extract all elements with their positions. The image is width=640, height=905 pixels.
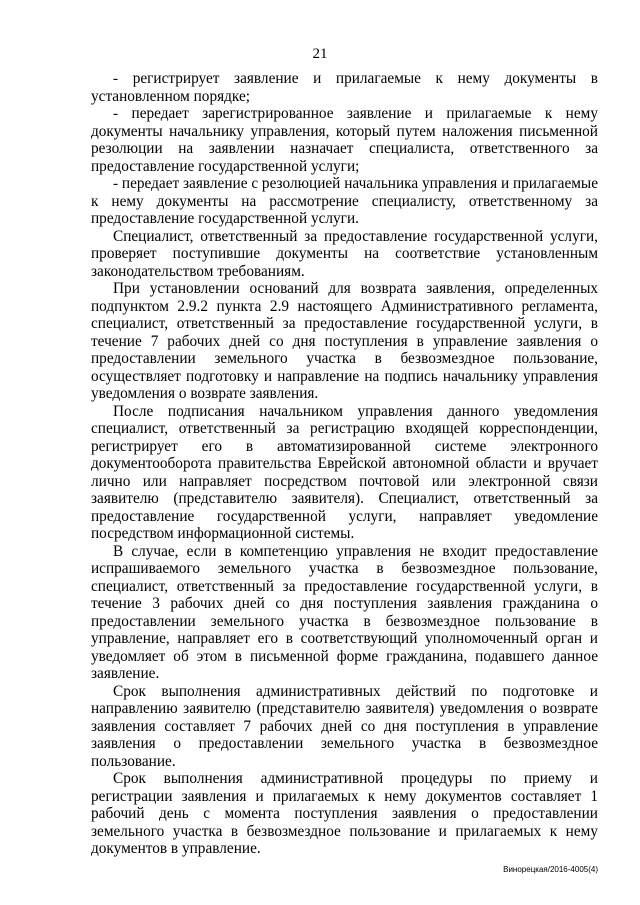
paragraph-out-of-competence: В случае, если в компетенцию управления не входит предоставление испрашиваемого земельного участка в безвозмездное пользование, специалист, ответственный за предоставление государственной услуги, в течение 3 рабочих дней со дня поступления заявления гражданина о предоставлении земельного участка в безвозмездное пользование в управление, направляет его в соответствующий уполномоченный орган и уведомляет об этом в письменной форме гражданина, подавшего данное заявление. [91,542,598,682]
page-number: 21 [312,46,328,62]
paragraph-transfer-to-specialist: - передает заявление с резолюцией начальника управления и прилагаемые к нему документы на рассмотрение специалисту, ответственному за предоставление государственной услуги. [91,175,598,227]
paragraph-return-grounds: При установлении оснований для возврата заявления, определенных подпунктом 2.9.2 пункта 2.9 настоящего Административного регламента, специалист, ответственный за предоставление государственной услуги, в течение 7 рабочих дней со дня поступления в управление заявления о предоставлении земельного участка в безвозмездное пользование, осуществляет подготовку и направление на подпись начальнику управления уведомления о возврате заявления. [91,280,598,402]
paragraph-register: - регистрирует заявление и прилагаемые к нему документы в установленном порядке; [91,70,598,105]
paragraph-procedure-deadline: Срок выполнения административной процедуры по приему и регистрации заявления и прилагаемых к нему документов составляет 1 рабочий день с момента поступления заявления о предоставлении земельного участка в безвозмездное пользование и прилагаемых к нему документов в управление. [91,770,598,857]
paragraph-transfer-to-head: - передает зарегистрированное заявление и прилагаемые к нему документы начальнику управления, который путем наложения письменной резолюции на заявлении назначает специалиста, ответственного за предоставление государственной услуги; [91,105,598,175]
paragraph-after-signing: После подписания начальником управления данного уведомления специалист, ответственный за регистрацию входящей корреспонденции, регистрирует его в автоматизированной системе электронного документооборота правительства Еврейской автономной области и вручает лично или направляет посредством почтовой или электронной связи заявителю (представителю заявителя). Специалист, ответственный за предоставление государственной услуги, направляет уведомление посредством информационной системы. [91,402,598,542]
paragraph-check-documents: Специалист, ответственный за предоставление государственной услуги, проверяет поступившие документы на соответствие установленным законодательством требованиям. [91,227,598,280]
paragraph-return-deadline: Срок выполнения административных действий по подготовке и направлению заявителю (представителю заявителя) уведомления о возврате заявления составляет 7 рабочих дней со дня поступления в управление заявления о предоставлении земельного участка в безвозмездное пользование. [91,682,598,770]
document-body [91,70,598,858]
footer-document-id: Винорецкая/2016-4005(4) [503,865,598,874]
